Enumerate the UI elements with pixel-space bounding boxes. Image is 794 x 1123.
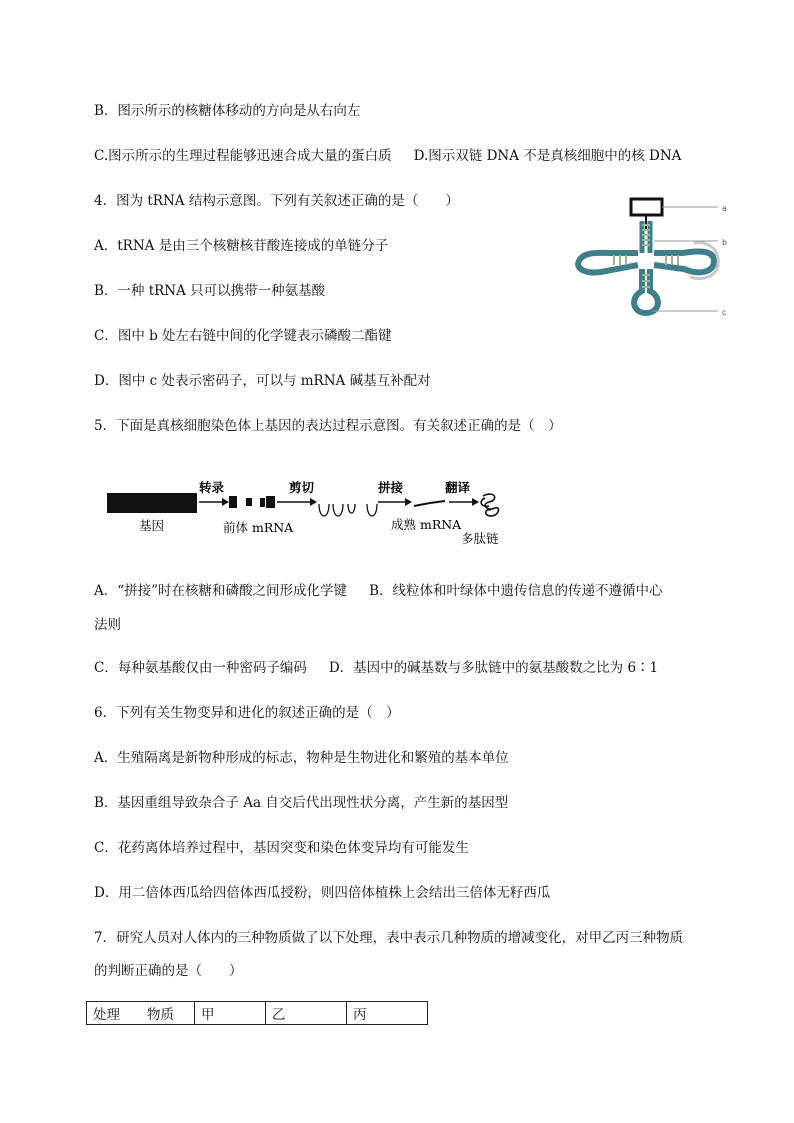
pre-mrna-segment <box>266 496 275 508</box>
step-translation: 翻译 <box>445 480 471 495</box>
step-joining: 拼接 <box>378 480 404 495</box>
mature-mrna <box>414 501 445 506</box>
trna-label-a: a <box>722 204 727 213</box>
q5-stem: 5．下面是真核细胞染色体上基因的表达过程示意图。有关叙述正确的是（ ） <box>94 418 562 434</box>
step-transcription: 转录 <box>199 480 225 495</box>
q3-option-c: C.图示所示的生理过程能够迅速合成大量的蛋白质 <box>94 148 392 164</box>
q5-options-cd <box>94 658 658 678</box>
q4-option-d: D．图中 c 处表示密码子，可以与 mRNA 碱基互补配对 <box>94 373 431 389</box>
mature-mrna-label: 成熟 mRNA <box>391 517 462 532</box>
q5-option-c: C．每种氨基酸仅由一种密码子编码 <box>94 660 307 676</box>
polypeptide-label: 多肽链 <box>461 531 499 546</box>
q7-stem-line2: 的判断正确的是（ ） <box>94 963 243 979</box>
q5-option-a: A．“拼接”时在核糖和磷酸之间形成化学键 <box>94 583 348 599</box>
trna-left-arm <box>578 253 638 273</box>
table-header-cell: 丙 <box>347 1002 428 1025</box>
q6-stem: 6．下列有关生物变异和进化的叙述正确的是（ ） <box>94 705 400 721</box>
q3-option-b: B．图示所示的核糖体移动的方向是从右向左 <box>94 103 361 119</box>
q6-option-c: C．花药离体培养过程中，基因突变和染色体变异均有可能发生 <box>94 840 469 856</box>
q3-option-d: D.图示双链 DNA 不是真核细胞中的核 DNA <box>413 148 682 164</box>
pre-mrna-segment <box>260 498 265 507</box>
pre-mrna-label: 前体 mRNA <box>223 520 294 535</box>
q5-option-b-continued: 法则 <box>94 617 121 633</box>
q4-option-c: C．图中 b 处左右链中间的化学键表示磷酸二酯键 <box>94 328 392 344</box>
polypeptide-coil <box>481 494 498 516</box>
q3-options-cd <box>94 146 681 166</box>
table-header-row <box>87 1002 428 1025</box>
q5-option-a-b <box>94 581 662 601</box>
table-header-cell: 乙 <box>266 1002 347 1025</box>
gene-label: 基因 <box>139 518 165 533</box>
trna-right-arm <box>654 251 714 272</box>
q4-option-b: B．一种 tRNA 只可以携带一种氨基酸 <box>94 283 326 299</box>
q6-option-d: D．用二倍体西瓜给四倍体西瓜授粉，则四倍体植株上会结出三倍体无籽西瓜 <box>94 885 551 901</box>
pre-mrna-segment <box>229 496 237 508</box>
q5-option-d: D．基因中的碱基数与多肽链中的氨基酸数之比为 6∶1 <box>328 660 659 676</box>
trna-label-b: b <box>722 238 728 247</box>
table-header-cell: 处理 物质 <box>87 1002 195 1025</box>
q6-option-b: B．基因重组导致杂合子 Aa 自交后代出现性状分离，产生新的基因型 <box>94 795 509 811</box>
q7-stem-line1: 7．研究人员对人体内的三种物质做了以下处理，表中表示几种物质的增减变化，对甲乙丙三种物质 <box>94 930 684 946</box>
intron-loops <box>319 504 377 516</box>
table-header-cell: 甲 <box>195 1002 266 1025</box>
pre-mrna-segment <box>246 498 252 506</box>
trna-structure-figure <box>574 193 734 323</box>
q4-stem: 4．图为 tRNA 结构示意图。下列有关叙述正确的是（ ） <box>94 193 459 209</box>
trna-label-c: c <box>722 308 727 317</box>
trna-amino-acid-site <box>631 199 662 215</box>
gene-block <box>107 493 197 513</box>
q6-option-a: A．生殖隔离是新物种形成的标志，物种是生物进化和繁殖的基本单位 <box>94 750 509 766</box>
q4-option-a: A．tRNA 是由三个核糖核苷酸连接成的单链分子 <box>94 238 389 254</box>
q7-table <box>86 1001 428 1025</box>
q5-option-b: B．线粒体和叶绿体中遗传信息的传递不遵循中心 <box>369 583 663 599</box>
step-splicing-cut: 剪切 <box>289 480 315 495</box>
gene-expression-flow-figure <box>105 476 515 550</box>
